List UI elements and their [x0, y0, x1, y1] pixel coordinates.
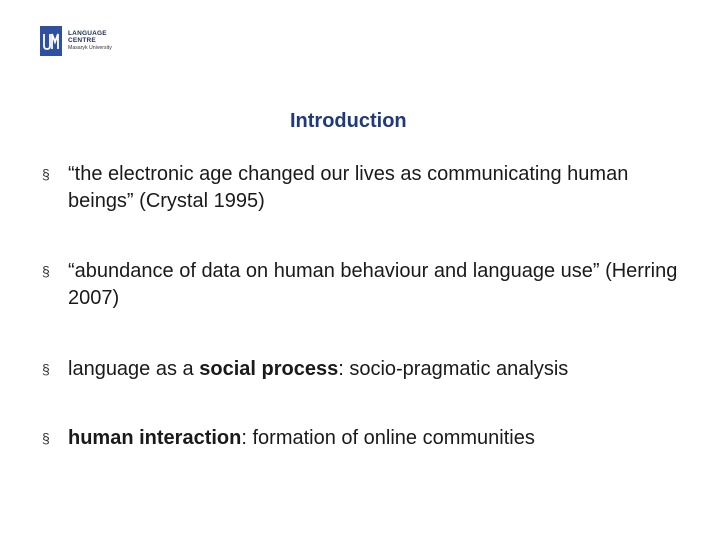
slide-title: Introduction	[290, 110, 407, 132]
bullet-text-prefix: language as a	[68, 358, 200, 380]
bullet-text-suffix: : formation of online communities	[241, 427, 535, 449]
bullet-item-4	[40, 425, 535, 452]
bullet-marker-icon: §	[42, 166, 50, 182]
bullet-item-1	[40, 161, 690, 215]
bullet-item-2	[40, 258, 690, 312]
bullet-item-3	[40, 356, 568, 383]
university-logo-icon	[40, 26, 62, 56]
logo-line-language: LANGUAGE	[68, 29, 107, 37]
bullet-marker-icon: §	[42, 430, 50, 446]
logo-line-centre: CENTRE	[68, 36, 96, 44]
language-centre-logo	[40, 26, 112, 56]
logo-line-university: Masaryk University	[68, 44, 112, 51]
bullet-marker-icon: §	[42, 263, 50, 279]
logo-text	[68, 31, 112, 51]
bullet-text: “the electronic age changed our lives as communicating human beings” (Crystal 1995)	[68, 163, 629, 212]
bullet-bold-term: human interaction	[68, 427, 242, 449]
bullet-bold-term: social process	[199, 358, 339, 380]
bullet-text-suffix: : socio-pragmatic analysis	[338, 358, 569, 380]
bullet-marker-icon: §	[42, 361, 50, 377]
bullet-text: “abundance of data on human behaviour and language use” (Herring 2007)	[68, 260, 678, 309]
